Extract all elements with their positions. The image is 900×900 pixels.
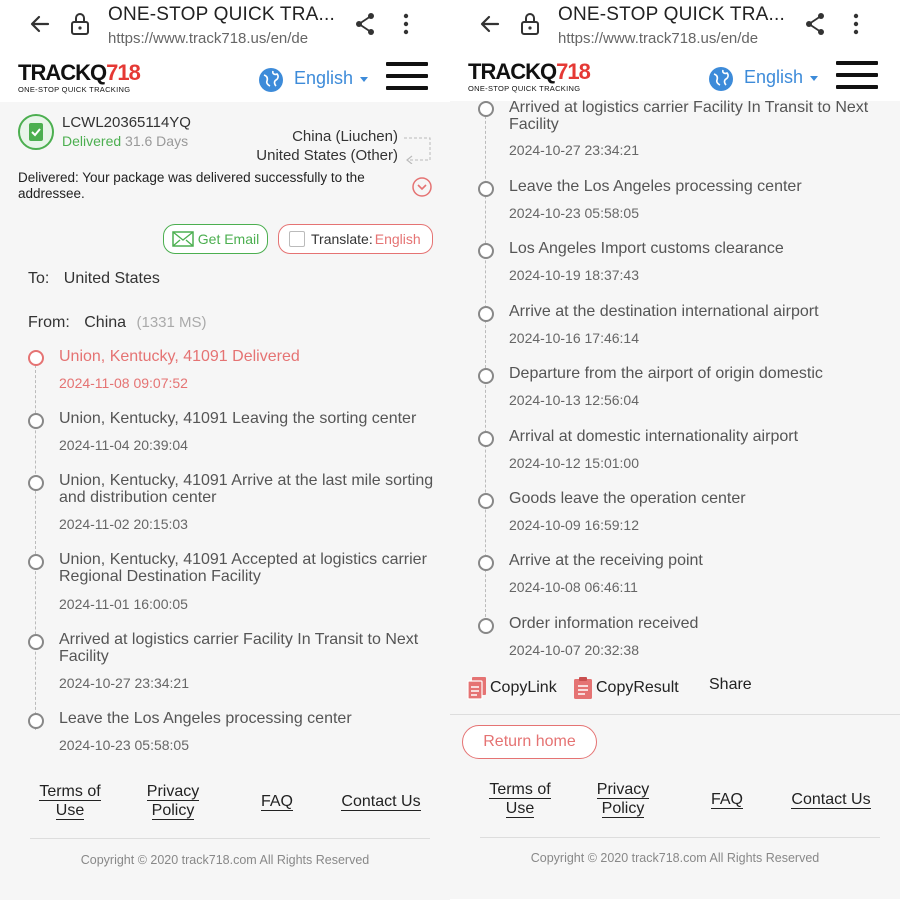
language-selector[interactable]: English	[294, 68, 354, 88]
copy-icon	[466, 676, 488, 700]
tracking-content	[450, 101, 900, 899]
share-divider	[450, 714, 900, 715]
from-label: From:	[28, 314, 70, 331]
track718-logo[interactable]	[468, 61, 598, 97]
translate-language: English	[374, 231, 421, 247]
contact-us-link[interactable]	[785, 790, 877, 809]
privacy-policy-link[interactable]	[138, 782, 208, 820]
footer-divider	[30, 838, 430, 839]
logo-tagline: ONE-STOP QUICK TRACKING	[18, 85, 131, 94]
timeline-dot	[478, 243, 494, 259]
get-email-button[interactable]	[163, 224, 268, 254]
contact-us-link[interactable]	[335, 792, 427, 811]
destination-line	[28, 270, 160, 288]
expand-chevron-icon[interactable]	[412, 177, 432, 197]
event-time: 2024-10-12 15:01:00	[509, 455, 639, 471]
terms-of-use-link[interactable]	[30, 782, 110, 820]
event-time: 2024-10-09 16:59:12	[509, 517, 639, 533]
event-time: 2024-10-19 18:37:43	[509, 267, 639, 283]
site-header	[0, 56, 450, 102]
back-arrow-icon[interactable]	[478, 12, 502, 36]
logo-text-left: TRACKQ	[468, 59, 557, 84]
origin-country: China (Liuchen)	[292, 128, 398, 145]
destination-country: United States (Other)	[256, 147, 398, 164]
event-description: Union, Kentucky, 41091 Accepted at logistics carrier Regional Destination Facility	[59, 551, 427, 585]
privacy-line-1: Privacy	[146, 783, 200, 800]
copyright-text: Copyright © 2020 track718.com All Rights Reserved	[80, 853, 370, 867]
timeline-dot	[478, 306, 494, 322]
event-description: Departure from the airport of origin domestic	[509, 365, 823, 382]
event-time: 2024-10-08 06:46:11	[509, 579, 638, 595]
chevron-down-icon[interactable]	[360, 77, 368, 82]
delivered-message: Delivered: Your package was delivered successfully to the addressee.	[18, 170, 365, 201]
tracking-number[interactable]: LCWL20365114YQ	[62, 114, 191, 131]
event-time: 2024-10-23 05:58:05	[59, 737, 189, 753]
more-vert-icon[interactable]	[852, 12, 860, 36]
globe-icon[interactable]	[708, 66, 734, 92]
privacy-line-2: Policy	[601, 800, 645, 817]
privacy-line-1: Privacy	[596, 781, 650, 798]
timeline-dot	[478, 431, 494, 447]
package-summary	[0, 102, 450, 212]
browser-page-title: ONE-STOP QUICK TRA...	[108, 4, 335, 25]
event-description: Leave the Los Angeles processing center	[509, 178, 802, 195]
terms-line-2: Use	[505, 800, 535, 817]
event-time: 2024-10-23 05:58:05	[509, 205, 639, 221]
event-description: Los Angeles Import customs clearance	[509, 240, 784, 257]
event-time: 2024-11-08 09:07:52	[59, 375, 188, 391]
event-description: Union, Kentucky, 41091 Delivered	[59, 348, 300, 365]
get-email-label: Get Email	[197, 231, 260, 247]
terms-line-1: Terms of	[489, 781, 551, 798]
to-value: United States	[63, 270, 160, 287]
action-buttons	[0, 224, 450, 256]
translate-label: Translate:	[311, 231, 373, 247]
lock-icon[interactable]	[70, 12, 90, 36]
event-time: 2024-10-16 17:46:14	[509, 330, 639, 346]
event-description: Arrived at logistics carrier Facility In Transit to Next Facility	[59, 631, 419, 665]
copy-link-button[interactable]	[466, 676, 557, 700]
to-label: To:	[28, 270, 50, 287]
back-arrow-icon[interactable]	[28, 12, 52, 36]
share-icon[interactable]	[354, 12, 376, 36]
logo-tagline: ONE-STOP QUICK TRACKING	[468, 84, 581, 93]
share-button[interactable]	[709, 676, 752, 694]
route-arrow-icon	[402, 136, 432, 164]
event-time: 2024-11-04 20:39:04	[59, 437, 188, 453]
share-actions	[450, 676, 900, 706]
share-icon[interactable]	[804, 12, 826, 36]
origin-line	[28, 314, 207, 332]
event-description: Goods leave the operation center	[509, 490, 746, 507]
return-home-button[interactable]: Return home	[462, 725, 597, 759]
clipboard-icon	[572, 676, 594, 700]
hamburger-menu-icon[interactable]	[386, 62, 428, 94]
timeline-dot	[478, 368, 494, 384]
timeline-dot	[28, 713, 44, 729]
timeline-dot	[478, 555, 494, 571]
browser-toolbar	[0, 0, 450, 52]
event-description: Union, Kentucky, 41091 Leaving the sorting center	[59, 410, 417, 427]
from-sub: (1331 MS)	[136, 314, 207, 331]
browser-url[interactable]: https://www.track718.us/en/de	[558, 30, 759, 47]
contact-label: Contact Us	[791, 791, 871, 808]
delivery-status	[62, 133, 188, 149]
share-label: Share	[709, 676, 752, 693]
event-time: 2024-11-01 16:00:05	[59, 596, 188, 612]
terms-line-1: Terms of	[39, 783, 101, 800]
browser-url[interactable]: https://www.track718.us/en/de	[108, 30, 309, 47]
copyright-text: Copyright © 2020 track718.com All Rights Reserved	[530, 851, 820, 865]
footer-divider	[480, 837, 880, 838]
event-time: 2024-10-27 23:34:21	[59, 675, 189, 691]
timeline-dot	[28, 634, 44, 650]
chevron-down-icon[interactable]	[810, 76, 818, 81]
browser-toolbar	[450, 0, 900, 52]
timeline-dot	[28, 350, 44, 366]
right-screenshot	[450, 0, 900, 900]
tracking-content	[0, 102, 450, 900]
event-description: Arrival at domestic internationality airport	[509, 428, 799, 445]
faq-link[interactable]	[255, 792, 299, 811]
event-description: Union, Kentucky, 41091 Arrive at the last mile sorting and distribution center	[59, 472, 434, 506]
faq-label: FAQ	[710, 791, 743, 808]
timeline-dot	[478, 181, 494, 197]
logo-text-right: 718	[556, 59, 590, 84]
event-time: 2024-10-13 12:56:04	[509, 392, 639, 408]
timeline-dot	[478, 101, 494, 117]
translate-checkbox[interactable]	[289, 231, 305, 247]
copy-result-label: CopyResult	[596, 679, 679, 696]
mail-icon	[172, 231, 194, 247]
timeline-dot	[478, 493, 494, 509]
language-selector[interactable]: English	[744, 67, 804, 87]
privacy-line-2: Policy	[151, 802, 195, 819]
event-time: 2024-10-27 23:34:21	[509, 142, 639, 158]
event-description: Arrived at logistics carrier Facility In Transit to Next Facility	[509, 99, 869, 133]
copy-result-button[interactable]	[572, 676, 679, 700]
delivered-package-icon	[18, 114, 54, 150]
event-time: 2024-11-02 20:15:03	[59, 516, 188, 532]
status-label: Delivered	[62, 133, 122, 149]
terms-line-2: Use	[55, 802, 85, 819]
track718-logo[interactable]	[18, 62, 148, 98]
translate-toggle[interactable]	[278, 224, 433, 254]
timeline-dot	[28, 554, 44, 570]
faq-link[interactable]	[705, 790, 749, 809]
event-description: Leave the Los Angeles processing center	[59, 710, 352, 727]
faq-label: FAQ	[260, 793, 293, 810]
event-description: Order information received	[509, 615, 699, 632]
terms-of-use-link[interactable]	[480, 780, 560, 818]
globe-icon[interactable]	[258, 67, 284, 93]
site-header	[450, 55, 900, 101]
copy-link-label: CopyLink	[490, 679, 557, 696]
privacy-policy-link[interactable]	[588, 780, 658, 818]
from-value: China	[84, 314, 127, 331]
event-description: Arrive at the destination international airport	[509, 303, 819, 320]
event-time: 2024-10-07 20:32:38	[509, 642, 639, 658]
transit-days: 31.6 Days	[125, 133, 189, 149]
browser-page-title: ONE-STOP QUICK TRA...	[558, 4, 785, 25]
timeline-dot	[28, 413, 44, 429]
lock-icon[interactable]	[520, 12, 540, 36]
hamburger-menu-icon[interactable]	[836, 61, 878, 93]
event-description: Arrive at the receiving point	[509, 552, 703, 569]
more-vert-icon[interactable]	[402, 12, 410, 36]
timeline-dot	[478, 618, 494, 634]
timeline-dot	[28, 475, 44, 491]
logo-text-left: TRACKQ	[18, 60, 107, 85]
logo-text-right: 718	[106, 60, 140, 85]
contact-label: Contact Us	[341, 793, 421, 810]
